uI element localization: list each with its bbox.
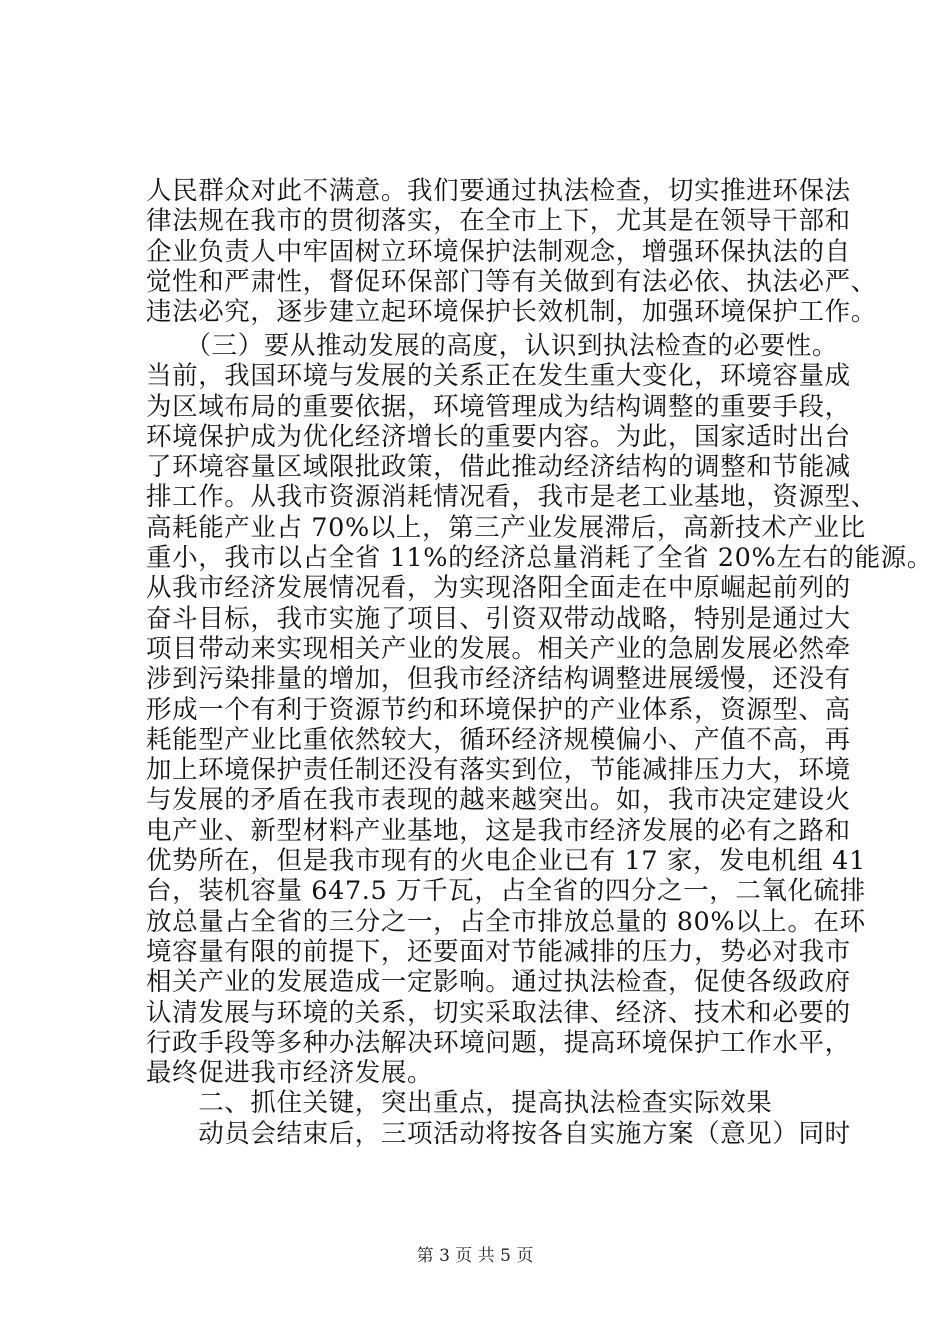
- text-line: 涉到污染排量的增加，但我市经济结构调整进展缓慢，还没有: [146, 664, 851, 695]
- text-line: （三）要从推动发展的高度，认识到执法检查的必要性。: [146, 331, 838, 361]
- text-line: 相关产业的发展造成一定影响。通过执法检查，促使各级政府: [146, 967, 851, 998]
- text-line: 加上环境保护责任制还没有落实到位，节能减排压力大，环境: [146, 755, 851, 786]
- text-line: 从我市经济发展情况看，为实现洛阳全面走在中原崛起前列的: [146, 573, 851, 604]
- text-line: 为区域布局的重要依据，环境管理成为结构调整的重要手段，: [146, 391, 851, 422]
- text-line: 耗能型产业比重依然较大，循环经济规模偏小、产值不高，再: [146, 724, 851, 755]
- text-line: 重小，我市以占全省 11%的经济总量消耗了全省 20%左右的能源。: [146, 543, 933, 574]
- paragraph-1: [146, 176, 877, 328]
- text-line: 最终促进我市经济发展。: [146, 1058, 434, 1089]
- text-line: 违法必究，逐步建立起环境保护长效机制，加强环境保护工作。: [146, 297, 877, 328]
- page-footer: 第 3 页 共 5 页: [416, 1246, 534, 1266]
- text-line: 与发展的矛盾在我市表现的越来越突出。如，我市决定建设火: [146, 785, 851, 816]
- text-line: 认清发展与环境的关系，切实采取法律、经济、技术和必要的: [146, 997, 851, 1028]
- text-line: 律法规在我市的贯彻落实，在全市上下，尤其是在领导干部和: [146, 206, 851, 237]
- text-line: 觉性和严肃性，督促环保部门等有关做到有法必依、执法必严、: [146, 266, 877, 297]
- text-line: 排工作。从我市资源消耗情况看，我市是老工业基地，资源型、: [146, 482, 877, 513]
- text-line: 台，装机容量 647.5 万千瓦，占全省的四分之一，二氧化硫排: [146, 876, 866, 907]
- section-heading: 二、抓住关键，突出重点，提高执法检查实际效果: [146, 1088, 773, 1119]
- text-line: 当前，我国环境与发展的关系正在发生重大变化，环境容量成: [146, 361, 851, 392]
- text-line: 了环境容量区域限批政策，借此推动经济结构的调整和节能减: [146, 452, 851, 483]
- text-line: 企业负责人中牢固树立环境保护法制观念，增强环保执法的自: [146, 236, 851, 267]
- text-line: 动员会结束后，三项活动将按各自实施方案（意见）同时: [146, 1118, 851, 1149]
- text-line: 环境保护成为优化经济增长的重要内容。为此，国家适时出台: [146, 421, 851, 452]
- text-line: 电产业、新型材料产业基地，这是我市经济发展的必有之路和: [146, 815, 851, 846]
- text-line: 形成一个有利于资源节约和环境保护的产业体系，资源型、高: [146, 694, 851, 725]
- text-line: 项目带动来实现相关产业的发展。相关产业的急剧发展必然牵: [146, 633, 851, 664]
- text-line: 境容量有限的前提下，还要面对节能减排的压力，势必对我市: [146, 936, 851, 967]
- text-line: 奋斗目标，我市实施了项目、引资双带动战略，特别是通过大: [146, 603, 851, 634]
- text-line: 高耗能产业占 70%以上，第三产业发展滞后，高新技术产业比: [146, 512, 866, 543]
- text-line: 人民群众对此不满意。我们要通过执法检查，切实推进环保法: [146, 176, 851, 206]
- text-line: 行政手段等多种办法解决环境问题，提高环境保护工作水平，: [146, 1027, 851, 1058]
- text-line: 优势所在，但是我市现有的火电企业已有 17 家，发电机组 41: [146, 846, 866, 877]
- paragraph-2: [146, 331, 933, 1149]
- text-line: 放总量占全省的三分之一，占全市排放总量的 80%以上。在环: [146, 906, 866, 937]
